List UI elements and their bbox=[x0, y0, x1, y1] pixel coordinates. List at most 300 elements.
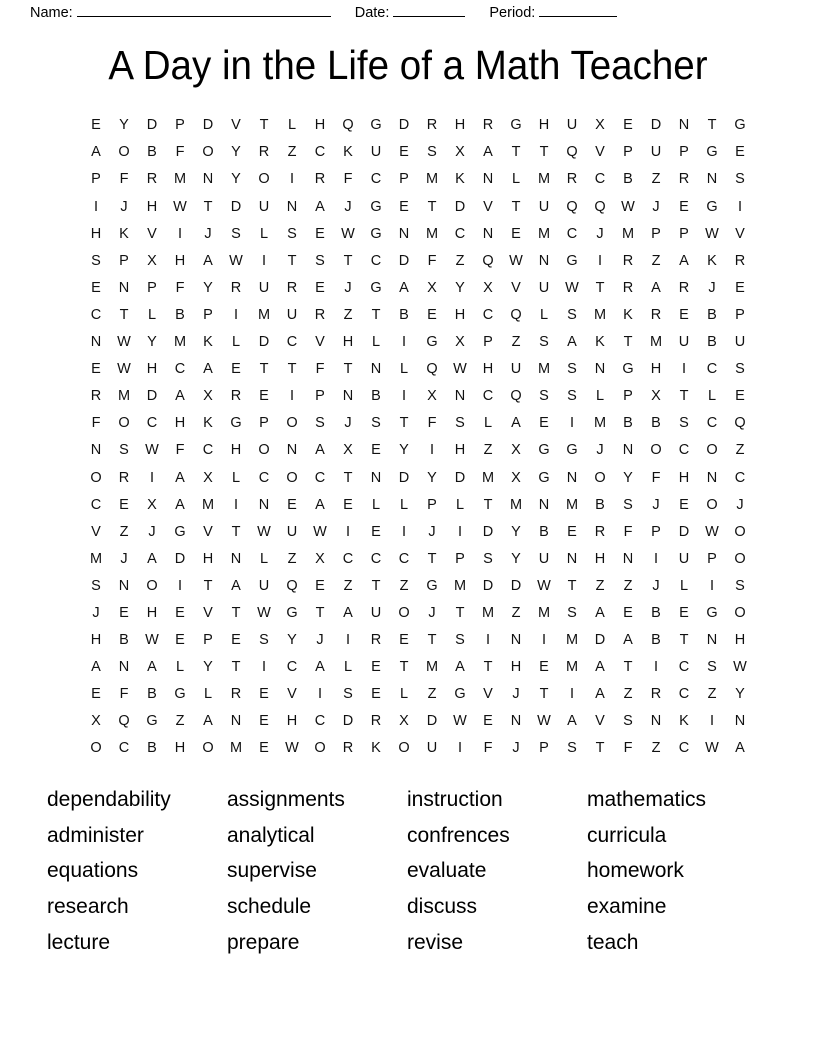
grid-cell[interactable]: M bbox=[593, 415, 607, 432]
grid-cell[interactable]: D bbox=[146, 117, 158, 134]
grid-cell[interactable]: F bbox=[119, 171, 129, 188]
grid-cell[interactable]: N bbox=[622, 550, 634, 567]
grid-cell[interactable]: R bbox=[678, 279, 690, 296]
grid-cell[interactable]: I bbox=[261, 659, 267, 676]
grid-cell[interactable]: L bbox=[231, 334, 241, 351]
grid-cell[interactable]: L bbox=[399, 496, 409, 513]
grid-cell[interactable]: C bbox=[342, 550, 354, 567]
grid-cell[interactable]: W bbox=[509, 252, 523, 269]
grid-cell[interactable]: T bbox=[511, 198, 521, 215]
grid-cell[interactable]: X bbox=[203, 388, 213, 405]
grid-cell[interactable]: T bbox=[343, 469, 353, 486]
grid-cell[interactable]: T bbox=[567, 577, 577, 594]
grid-cell[interactable]: Z bbox=[343, 306, 353, 323]
grid-cell[interactable]: M bbox=[425, 659, 439, 676]
grid-cell[interactable]: E bbox=[259, 713, 269, 730]
grid-cell[interactable]: E bbox=[511, 225, 521, 242]
grid-cell[interactable]: S bbox=[427, 144, 437, 161]
grid-cell[interactable]: W bbox=[537, 713, 551, 730]
grid-cell[interactable]: U bbox=[370, 604, 382, 621]
grid-cell[interactable]: D bbox=[258, 334, 270, 351]
grid-cell[interactable]: C bbox=[174, 361, 186, 378]
grid-cell[interactable]: R bbox=[734, 252, 746, 269]
grid-cell[interactable]: E bbox=[91, 686, 101, 703]
grid-cell[interactable]: Q bbox=[566, 144, 578, 161]
grid-cell[interactable]: E bbox=[427, 306, 437, 323]
grid-cell[interactable]: N bbox=[734, 713, 746, 730]
grid-cell[interactable]: S bbox=[343, 686, 353, 703]
grid-cell[interactable]: G bbox=[286, 604, 298, 621]
grid-cell[interactable]: A bbox=[315, 198, 325, 215]
grid-cell[interactable]: N bbox=[566, 550, 578, 567]
grid-cell[interactable]: Z bbox=[707, 686, 717, 703]
grid-cell[interactable]: Q bbox=[510, 306, 522, 323]
grid-cell[interactable]: U bbox=[426, 740, 438, 757]
name-field[interactable] bbox=[30, 5, 331, 21]
grid-cell[interactable]: T bbox=[371, 306, 381, 323]
grid-cell[interactable]: A bbox=[231, 577, 241, 594]
grid-cell[interactable]: Y bbox=[399, 442, 409, 459]
grid-cell[interactable]: N bbox=[510, 713, 522, 730]
grid-cell[interactable]: H bbox=[146, 198, 158, 215]
grid-cell[interactable]: I bbox=[401, 523, 407, 540]
grid-cell[interactable]: P bbox=[427, 496, 437, 513]
grid-cell[interactable]: W bbox=[453, 361, 467, 378]
grid-cell[interactable]: Z bbox=[511, 604, 521, 621]
grid-cell[interactable]: O bbox=[706, 496, 718, 513]
grid-cell[interactable]: Z bbox=[287, 550, 297, 567]
grid-cell[interactable]: R bbox=[650, 686, 662, 703]
grid-cell[interactable]: X bbox=[427, 388, 437, 405]
grid-cell[interactable]: G bbox=[566, 442, 578, 459]
grid-cell[interactable]: T bbox=[455, 604, 465, 621]
grid-cell[interactable]: E bbox=[623, 117, 633, 134]
grid-cell[interactable]: S bbox=[567, 388, 577, 405]
grid-cell[interactable]: K bbox=[119, 225, 129, 242]
grid-cell[interactable]: F bbox=[315, 361, 325, 378]
grid-cell[interactable]: P bbox=[119, 252, 129, 269]
grid-cell[interactable]: I bbox=[149, 469, 155, 486]
grid-cell[interactable]: N bbox=[566, 469, 578, 486]
grid-cell[interactable]: Y bbox=[511, 523, 521, 540]
grid-cell[interactable]: V bbox=[91, 523, 101, 540]
grid-cell[interactable]: C bbox=[286, 334, 298, 351]
grid-cell[interactable]: O bbox=[398, 740, 410, 757]
grid-cell[interactable]: T bbox=[679, 632, 689, 649]
grid-cell[interactable]: B bbox=[147, 686, 157, 703]
grid-cell[interactable]: W bbox=[257, 604, 271, 621]
grid-cell[interactable]: P bbox=[91, 171, 101, 188]
grid-cell[interactable]: R bbox=[426, 117, 438, 134]
grid-cell[interactable]: M bbox=[481, 469, 495, 486]
grid-cell[interactable]: T bbox=[343, 252, 353, 269]
grid-cell[interactable]: Z bbox=[735, 442, 745, 459]
grid-cell[interactable]: Q bbox=[342, 117, 354, 134]
grid-cell[interactable]: L bbox=[259, 550, 269, 567]
grid-cell[interactable]: A bbox=[343, 604, 353, 621]
grid-cell[interactable]: C bbox=[90, 496, 102, 513]
grid-cell[interactable]: M bbox=[173, 334, 187, 351]
grid-cell[interactable]: M bbox=[201, 496, 215, 513]
grid-cell[interactable]: T bbox=[511, 144, 521, 161]
grid-cell[interactable]: E bbox=[175, 604, 185, 621]
grid-cell[interactable]: E bbox=[735, 279, 745, 296]
grid-cell[interactable]: T bbox=[595, 740, 605, 757]
grid-cell[interactable]: I bbox=[289, 171, 295, 188]
grid-cell[interactable]: W bbox=[621, 198, 635, 215]
grid-cell[interactable]: T bbox=[679, 388, 689, 405]
grid-cell[interactable]: N bbox=[118, 659, 130, 676]
grid-cell[interactable]: O bbox=[594, 469, 606, 486]
grid-cell[interactable]: C bbox=[146, 415, 158, 432]
grid-cell[interactable]: I bbox=[457, 523, 463, 540]
grid-cell[interactable]: R bbox=[650, 306, 662, 323]
grid-cell[interactable]: F bbox=[623, 740, 633, 757]
grid-cell[interactable]: U bbox=[510, 361, 522, 378]
grid-cell[interactable]: T bbox=[259, 361, 269, 378]
grid-cell[interactable]: Z bbox=[595, 577, 605, 594]
grid-cell[interactable]: P bbox=[455, 550, 465, 567]
grid-cell[interactable]: B bbox=[399, 306, 409, 323]
grid-cell[interactable]: O bbox=[706, 442, 718, 459]
grid-cell[interactable]: R bbox=[622, 279, 634, 296]
grid-cell[interactable]: Y bbox=[427, 469, 437, 486]
grid-cell[interactable]: M bbox=[537, 171, 551, 188]
grid-cell[interactable]: C bbox=[370, 550, 382, 567]
grid-cell[interactable]: K bbox=[343, 144, 353, 161]
grid-cell[interactable]: R bbox=[678, 171, 690, 188]
grid-cell[interactable]: N bbox=[370, 469, 382, 486]
word-list-item[interactable]: homework bbox=[587, 859, 684, 883]
grid-cell[interactable]: I bbox=[737, 198, 743, 215]
date-write-line[interactable] bbox=[393, 5, 465, 17]
grid-cell[interactable]: T bbox=[399, 415, 409, 432]
grid-cell[interactable]: P bbox=[175, 117, 185, 134]
grid-cell[interactable]: O bbox=[118, 415, 130, 432]
grid-cell[interactable]: D bbox=[482, 577, 494, 594]
grid-cell[interactable]: C bbox=[734, 469, 746, 486]
grid-cell[interactable]: W bbox=[341, 225, 355, 242]
grid-cell[interactable]: N bbox=[706, 632, 718, 649]
grid-cell[interactable]: N bbox=[622, 442, 634, 459]
grid-cell[interactable]: O bbox=[258, 171, 270, 188]
word-list-item[interactable]: schedule bbox=[227, 895, 312, 919]
grid-cell[interactable]: D bbox=[342, 713, 354, 730]
grid-cell[interactable]: R bbox=[90, 388, 102, 405]
grid-cell[interactable]: E bbox=[231, 361, 241, 378]
grid-cell[interactable]: H bbox=[538, 117, 550, 134]
grid-cell[interactable]: W bbox=[285, 740, 299, 757]
grid-cell[interactable]: W bbox=[229, 252, 243, 269]
grid-cell[interactable]: U bbox=[538, 279, 550, 296]
grid-cell[interactable]: A bbox=[175, 496, 185, 513]
grid-cell[interactable]: P bbox=[203, 306, 213, 323]
grid-cell[interactable]: D bbox=[482, 523, 494, 540]
grid-cell[interactable]: E bbox=[315, 279, 325, 296]
grid-cell[interactable]: E bbox=[343, 496, 353, 513]
grid-cell[interactable]: B bbox=[119, 632, 129, 649]
grid-cell[interactable]: A bbox=[623, 632, 633, 649]
grid-cell[interactable]: M bbox=[509, 496, 523, 513]
grid-cell[interactable]: E bbox=[259, 388, 269, 405]
grid-cell[interactable]: E bbox=[259, 686, 269, 703]
grid-cell[interactable]: O bbox=[202, 740, 214, 757]
grid-cell[interactable]: S bbox=[315, 252, 325, 269]
grid-cell[interactable]: Z bbox=[175, 713, 185, 730]
grid-cell[interactable]: W bbox=[117, 361, 131, 378]
grid-cell[interactable]: A bbox=[203, 713, 213, 730]
grid-cell[interactable]: F bbox=[175, 442, 185, 459]
grid-cell[interactable]: E bbox=[399, 144, 409, 161]
grid-cell[interactable]: E bbox=[679, 198, 689, 215]
grid-cell[interactable]: L bbox=[483, 415, 493, 432]
name-write-line[interactable] bbox=[77, 5, 331, 17]
grid-cell[interactable]: J bbox=[512, 740, 520, 757]
grid-cell[interactable]: Q bbox=[566, 198, 578, 215]
grid-cell[interactable]: Y bbox=[203, 659, 213, 676]
grid-cell[interactable]: X bbox=[203, 469, 213, 486]
grid-cell[interactable]: E bbox=[371, 659, 381, 676]
grid-cell[interactable]: U bbox=[258, 198, 270, 215]
grid-cell[interactable]: O bbox=[202, 144, 214, 161]
grid-cell[interactable]: K bbox=[707, 252, 717, 269]
grid-cell[interactable]: B bbox=[147, 144, 157, 161]
grid-cell[interactable]: Y bbox=[455, 279, 465, 296]
grid-cell[interactable]: B bbox=[175, 306, 185, 323]
grid-cell[interactable]: H bbox=[146, 361, 158, 378]
grid-cell[interactable]: W bbox=[313, 523, 327, 540]
grid-cell[interactable]: Q bbox=[734, 415, 746, 432]
grid-cell[interactable]: F bbox=[623, 523, 633, 540]
grid-cell[interactable]: T bbox=[259, 117, 269, 134]
grid-cell[interactable]: G bbox=[538, 442, 550, 459]
grid-cell[interactable]: N bbox=[90, 334, 102, 351]
grid-cell[interactable]: U bbox=[538, 550, 550, 567]
grid-cell[interactable]: D bbox=[510, 577, 522, 594]
grid-cell[interactable]: T bbox=[623, 659, 633, 676]
word-list-item[interactable]: equations bbox=[47, 859, 139, 883]
grid-cell[interactable]: M bbox=[537, 604, 551, 621]
grid-cell[interactable]: X bbox=[343, 442, 353, 459]
grid-cell[interactable]: P bbox=[147, 279, 157, 296]
grid-cell[interactable]: S bbox=[119, 442, 129, 459]
grid-cell[interactable]: E bbox=[539, 415, 549, 432]
grid-cell[interactable]: E bbox=[679, 306, 689, 323]
grid-cell[interactable]: S bbox=[735, 577, 745, 594]
grid-cell[interactable]: C bbox=[314, 713, 326, 730]
grid-cell[interactable]: L bbox=[203, 686, 213, 703]
grid-cell[interactable]: U bbox=[286, 306, 298, 323]
grid-cell[interactable]: Z bbox=[651, 252, 661, 269]
grid-cell[interactable]: S bbox=[91, 252, 101, 269]
grid-cell[interactable]: J bbox=[120, 550, 128, 567]
grid-cell[interactable]: S bbox=[287, 225, 297, 242]
grid-cell[interactable]: Z bbox=[511, 334, 521, 351]
grid-cell[interactable]: M bbox=[425, 171, 439, 188]
grid-cell[interactable]: P bbox=[203, 632, 213, 649]
grid-cell[interactable]: W bbox=[705, 225, 719, 242]
grid-cell[interactable]: I bbox=[177, 577, 183, 594]
grid-cell[interactable]: X bbox=[511, 469, 521, 486]
grid-cell[interactable]: H bbox=[734, 632, 746, 649]
grid-cell[interactable]: C bbox=[594, 171, 606, 188]
grid-cell[interactable]: C bbox=[314, 469, 326, 486]
grid-cell[interactable]: I bbox=[261, 252, 267, 269]
grid-cell[interactable]: V bbox=[147, 225, 157, 242]
grid-cell[interactable]: Q bbox=[594, 198, 606, 215]
grid-cell[interactable]: A bbox=[203, 252, 213, 269]
grid-cell[interactable]: I bbox=[597, 252, 603, 269]
grid-cell[interactable]: G bbox=[174, 523, 186, 540]
grid-cell[interactable]: E bbox=[371, 523, 381, 540]
grid-cell[interactable]: Z bbox=[651, 740, 661, 757]
grid-cell[interactable]: G bbox=[370, 279, 382, 296]
grid-cell[interactable]: N bbox=[286, 442, 298, 459]
grid-cell[interactable]: C bbox=[370, 252, 382, 269]
grid-cell[interactable]: N bbox=[538, 252, 550, 269]
grid-cell[interactable]: Z bbox=[343, 577, 353, 594]
grid-cell[interactable]: G bbox=[426, 577, 438, 594]
grid-cell[interactable]: G bbox=[230, 415, 242, 432]
grid-cell[interactable]: X bbox=[511, 442, 521, 459]
grid-cell[interactable]: N bbox=[482, 171, 494, 188]
grid-cell[interactable]: E bbox=[315, 577, 325, 594]
grid-cell[interactable]: N bbox=[258, 496, 270, 513]
grid-cell[interactable]: R bbox=[230, 388, 242, 405]
grid-cell[interactable]: T bbox=[427, 632, 437, 649]
grid-cell[interactable]: S bbox=[567, 361, 577, 378]
grid-cell[interactable]: H bbox=[174, 740, 186, 757]
grid-cell[interactable]: A bbox=[175, 469, 185, 486]
grid-cell[interactable]: Z bbox=[623, 577, 633, 594]
grid-cell[interactable]: W bbox=[257, 523, 271, 540]
grid-cell[interactable]: J bbox=[512, 686, 520, 703]
grid-cell[interactable]: O bbox=[90, 469, 102, 486]
grid-cell[interactable]: S bbox=[315, 415, 325, 432]
grid-cell[interactable]: T bbox=[399, 659, 409, 676]
grid-cell[interactable]: T bbox=[595, 279, 605, 296]
grid-cell[interactable]: T bbox=[539, 686, 549, 703]
grid-cell[interactable]: C bbox=[314, 144, 326, 161]
grid-cell[interactable]: S bbox=[455, 632, 465, 649]
grid-cell[interactable]: Z bbox=[455, 252, 465, 269]
grid-cell[interactable]: H bbox=[510, 659, 522, 676]
grid-cell[interactable]: E bbox=[735, 388, 745, 405]
grid-cell[interactable]: E bbox=[119, 604, 129, 621]
grid-cell[interactable]: S bbox=[371, 415, 381, 432]
grid-cell[interactable]: I bbox=[653, 550, 659, 567]
grid-cell[interactable]: O bbox=[734, 550, 746, 567]
grid-cell[interactable]: L bbox=[371, 496, 381, 513]
grid-cell[interactable]: N bbox=[706, 469, 718, 486]
grid-cell[interactable]: A bbox=[315, 496, 325, 513]
grid-cell[interactable]: C bbox=[678, 659, 690, 676]
grid-cell[interactable]: V bbox=[231, 117, 241, 134]
grid-cell[interactable]: K bbox=[371, 740, 381, 757]
grid-cell[interactable]: S bbox=[707, 659, 717, 676]
grid-cell[interactable]: H bbox=[202, 550, 214, 567]
grid-cell[interactable]: C bbox=[482, 306, 494, 323]
grid-cell[interactable]: M bbox=[173, 171, 187, 188]
grid-cell[interactable]: N bbox=[90, 442, 102, 459]
grid-cell[interactable]: S bbox=[567, 740, 577, 757]
grid-cell[interactable]: M bbox=[565, 632, 579, 649]
grid-cell[interactable]: P bbox=[399, 171, 409, 188]
grid-cell[interactable]: H bbox=[314, 117, 326, 134]
grid-cell[interactable]: F bbox=[427, 252, 437, 269]
grid-cell[interactable]: I bbox=[345, 523, 351, 540]
grid-cell[interactable]: G bbox=[622, 361, 634, 378]
grid-cell[interactable]: Z bbox=[287, 144, 297, 161]
grid-cell[interactable]: E bbox=[259, 740, 269, 757]
grid-cell[interactable]: L bbox=[371, 334, 381, 351]
grid-cell[interactable]: L bbox=[399, 361, 409, 378]
grid-cell[interactable]: H bbox=[342, 334, 354, 351]
grid-cell[interactable]: H bbox=[594, 550, 606, 567]
grid-cell[interactable]: M bbox=[257, 306, 271, 323]
grid-cell[interactable]: J bbox=[120, 198, 128, 215]
word-list-item[interactable]: curricula bbox=[587, 823, 667, 847]
word-search-grid[interactable] bbox=[82, 112, 747, 762]
grid-cell[interactable]: P bbox=[259, 415, 269, 432]
grid-cell[interactable]: E bbox=[287, 496, 297, 513]
grid-cell[interactable]: Q bbox=[118, 713, 130, 730]
grid-cell[interactable]: R bbox=[342, 740, 354, 757]
grid-cell[interactable]: Q bbox=[482, 252, 494, 269]
grid-cell[interactable]: C bbox=[118, 740, 130, 757]
grid-cell[interactable]: O bbox=[146, 577, 158, 594]
grid-cell[interactable]: E bbox=[371, 442, 381, 459]
grid-cell[interactable]: V bbox=[203, 604, 213, 621]
grid-cell[interactable]: A bbox=[567, 713, 577, 730]
grid-cell[interactable]: R bbox=[314, 306, 326, 323]
grid-cell[interactable]: E bbox=[315, 225, 325, 242]
grid-cell[interactable]: N bbox=[706, 171, 718, 188]
grid-cell[interactable]: I bbox=[681, 361, 687, 378]
grid-cell[interactable]: G bbox=[510, 117, 522, 134]
grid-cell[interactable]: A bbox=[679, 252, 689, 269]
grid-cell[interactable]: D bbox=[146, 388, 158, 405]
grid-cell[interactable]: L bbox=[343, 659, 353, 676]
grid-cell[interactable]: I bbox=[345, 632, 351, 649]
grid-cell[interactable]: T bbox=[287, 252, 297, 269]
grid-cell[interactable]: R bbox=[622, 252, 634, 269]
grid-cell[interactable]: P bbox=[623, 144, 633, 161]
grid-cell[interactable]: J bbox=[316, 632, 324, 649]
grid-cell[interactable]: X bbox=[455, 334, 465, 351]
grid-cell[interactable]: C bbox=[454, 225, 466, 242]
grid-cell[interactable]: C bbox=[706, 361, 718, 378]
grid-cell[interactable]: M bbox=[89, 550, 103, 567]
grid-cell[interactable]: P bbox=[315, 388, 325, 405]
grid-cell[interactable]: I bbox=[401, 334, 407, 351]
grid-cell[interactable]: F bbox=[343, 171, 353, 188]
grid-cell[interactable]: D bbox=[398, 117, 410, 134]
grid-cell[interactable]: A bbox=[595, 659, 605, 676]
grid-cell[interactable]: H bbox=[454, 117, 466, 134]
grid-cell[interactable]: P bbox=[483, 334, 493, 351]
grid-cell[interactable]: N bbox=[454, 388, 466, 405]
grid-cell[interactable]: J bbox=[596, 442, 604, 459]
grid-cell[interactable]: L bbox=[287, 117, 297, 134]
grid-cell[interactable]: U bbox=[650, 144, 662, 161]
grid-cell[interactable]: Z bbox=[623, 686, 633, 703]
grid-cell[interactable]: C bbox=[90, 306, 102, 323]
grid-cell[interactable]: F bbox=[119, 686, 129, 703]
grid-cell[interactable]: R bbox=[370, 632, 382, 649]
grid-cell[interactable]: R bbox=[118, 469, 130, 486]
word-list-item[interactable]: confrences bbox=[407, 823, 510, 847]
